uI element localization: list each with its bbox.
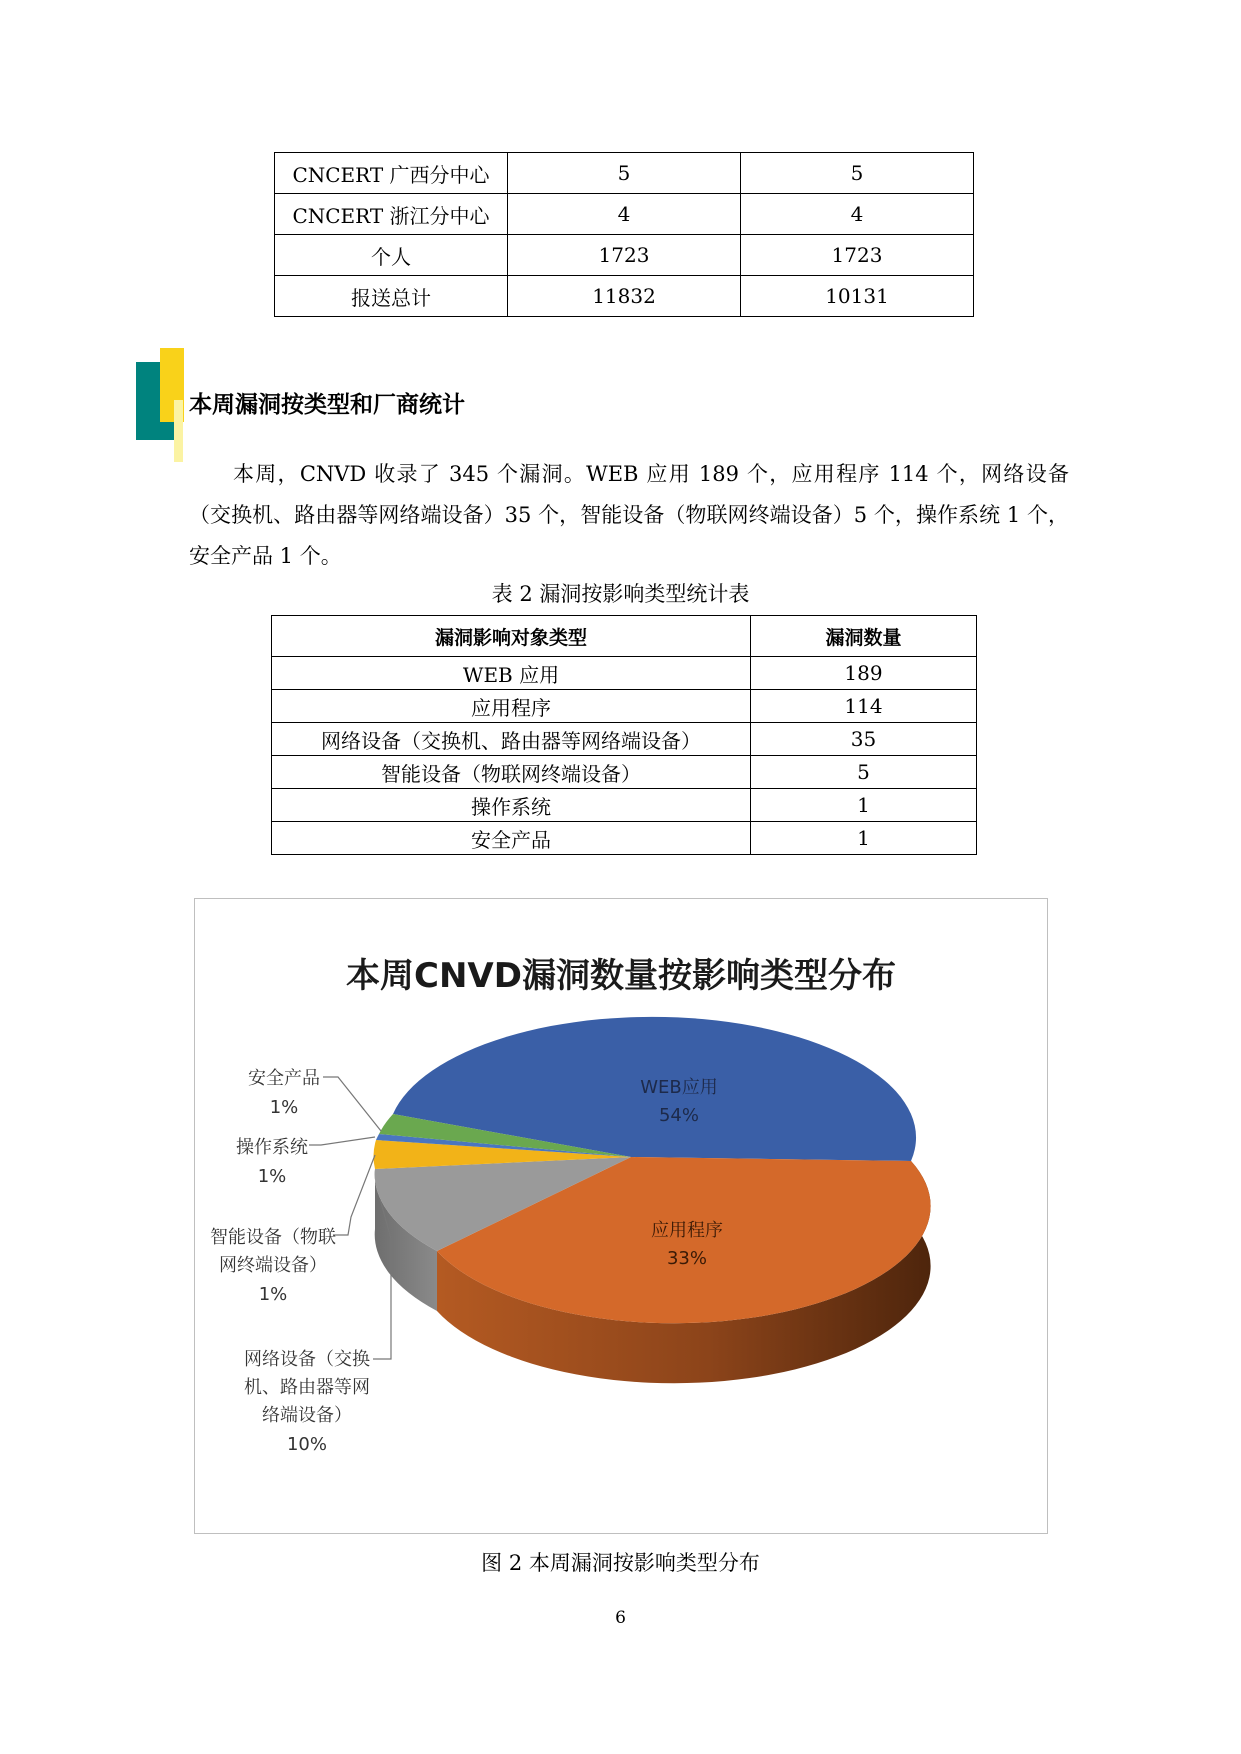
outer-label-smart-1: 智能设备（物联 bbox=[210, 1227, 336, 1248]
table-cell: 10131 bbox=[741, 276, 974, 317]
slice-label-app: 应用程序 bbox=[651, 1220, 723, 1241]
table-cell: 安全产品 bbox=[272, 822, 751, 855]
table-cell: 4 bbox=[741, 194, 974, 235]
table-row bbox=[272, 657, 977, 690]
outer-label-sec: 安全产品 bbox=[248, 1068, 320, 1089]
page-number: 6 bbox=[615, 1608, 626, 1628]
table-cell: 应用程序 bbox=[272, 690, 751, 723]
vuln-type-table bbox=[271, 615, 977, 855]
table-row bbox=[275, 276, 974, 317]
table-cell: CNCERT 广西分中心 bbox=[275, 153, 508, 194]
leader-line-smart bbox=[333, 1155, 375, 1235]
outer-percent-net: 10% bbox=[286, 1434, 328, 1455]
table-row bbox=[272, 690, 977, 723]
table-cell: 个人 bbox=[275, 235, 508, 276]
column-header: 漏洞影响对象类型 bbox=[272, 616, 751, 657]
outer-percent-sec: 1% bbox=[269, 1097, 299, 1118]
slice-percent-app: 33% bbox=[666, 1248, 708, 1269]
table-cell: 5 bbox=[751, 756, 977, 789]
table-row bbox=[272, 723, 977, 756]
figure-caption: 图 2 本周漏洞按影响类型分布 bbox=[481, 1551, 760, 1575]
table-cell: 1 bbox=[751, 822, 977, 855]
pie-chart-figure bbox=[194, 898, 1048, 1534]
column-header: 漏洞数量 bbox=[751, 616, 977, 657]
table-cell: 114 bbox=[751, 690, 977, 723]
table-cell: 189 bbox=[751, 657, 977, 690]
table-cell: 1 bbox=[751, 789, 977, 822]
table-cell: 1723 bbox=[508, 235, 741, 276]
table-cell: 4 bbox=[508, 194, 741, 235]
table-row bbox=[272, 789, 977, 822]
table-row bbox=[272, 756, 977, 789]
table-caption: 表 2 漏洞按影响类型统计表 bbox=[491, 582, 750, 606]
table-cell: 报送总计 bbox=[275, 276, 508, 317]
outer-label-os: 操作系统 bbox=[236, 1137, 308, 1158]
outer-percent-smart: 1% bbox=[258, 1284, 288, 1305]
table-cell: 1723 bbox=[741, 235, 974, 276]
table-cell: 网络设备（交换机、路由器等网络端设备） bbox=[272, 723, 751, 756]
table-cell: 操作系统 bbox=[272, 789, 751, 822]
table-header-row bbox=[272, 616, 977, 657]
leader-line-sec bbox=[323, 1077, 381, 1131]
submission-table bbox=[274, 152, 974, 317]
table-cell: WEB 应用 bbox=[272, 657, 751, 690]
table-cell: CNCERT 浙江分中心 bbox=[275, 194, 508, 235]
slice-percent-web: 54% bbox=[658, 1105, 700, 1126]
outer-label-smart-2: 网终端设备） bbox=[219, 1255, 327, 1276]
body-paragraph bbox=[189, 454, 1069, 577]
outer-label-net-1: 网络设备（交换 bbox=[244, 1349, 370, 1370]
heading-decoration-light bbox=[174, 400, 183, 462]
table-cell: 智能设备（物联网终端设备） bbox=[272, 756, 751, 789]
outer-percent-os: 1% bbox=[257, 1166, 287, 1187]
slice-label-web: WEB应用 bbox=[640, 1077, 718, 1098]
paragraph-text: 本周，CNVD 收录了 345 个漏洞。WEB 应用 189 个，应用程序 114 个，网络设备（交换机、路由器等网络端设备）35 个，智能设备（物联网终端设备）5 个，操作系统 1 个，安全产品 1 个。 bbox=[189, 462, 1069, 568]
chart-title: 本周CNVD漏洞数量按影响类型分布 bbox=[346, 956, 896, 996]
table-row bbox=[275, 235, 974, 276]
table-cell: 5 bbox=[508, 153, 741, 194]
table-row bbox=[272, 822, 977, 855]
section-heading: 本周漏洞按类型和厂商统计 bbox=[189, 392, 465, 418]
table-row bbox=[275, 153, 974, 194]
outer-label-net-3: 络端设备） bbox=[262, 1405, 352, 1426]
table-cell: 11832 bbox=[508, 276, 741, 317]
table-row bbox=[275, 194, 974, 235]
table-cell: 5 bbox=[741, 153, 974, 194]
pie-chart bbox=[195, 899, 1047, 1533]
table-cell: 35 bbox=[751, 723, 977, 756]
outer-label-net-2: 机、路由器等网 bbox=[244, 1377, 370, 1398]
leader-line-os bbox=[309, 1137, 375, 1145]
